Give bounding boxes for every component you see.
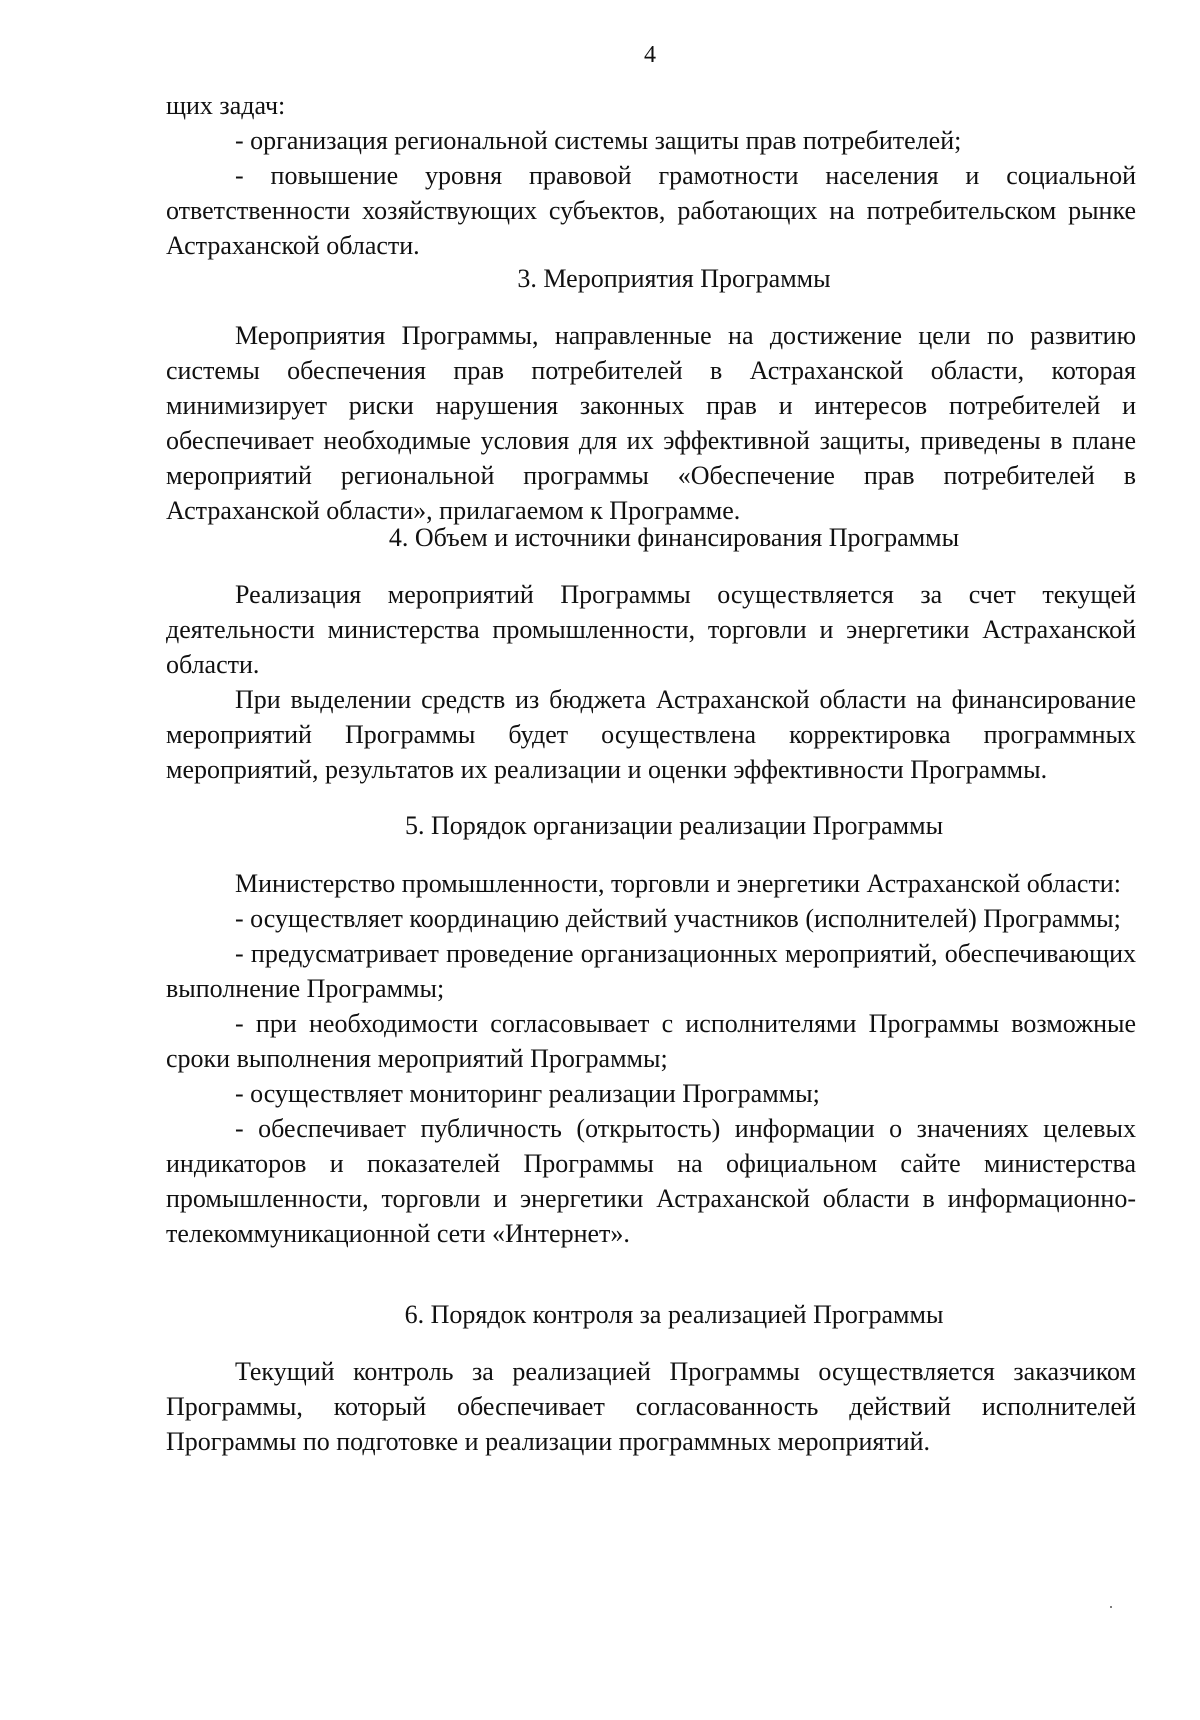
task-list-continuation xyxy=(166,88,1136,263)
section-3-body xyxy=(166,318,1136,528)
section-6-body xyxy=(166,1354,1136,1459)
section-5-list-item: - обеспечивает публичность (открытость) информации о значениях целевых индикаторов и показателей Программы на официальном сайте министерства промышленности, торговли и энергетики Астраханской области в информационно-телекоммуникационной сети «Интернет». xyxy=(166,1114,1136,1248)
task-item: - повышение уровня правовой грамотности населения и социальной ответственности хозяйствующих субъектов, работающих на потребительском рынке Астраханской области. xyxy=(166,161,1136,260)
scan-speck xyxy=(1110,1606,1112,1608)
section-3-heading: 3. Мероприятия Программы xyxy=(517,264,831,293)
section-4-paragraph: При выделении средств из бюджета Астраханской области на финансирование мероприятий Программы будет осуществлена корректировка программных мероприятий, результатов их реализации и оценки эффективности Программы. xyxy=(166,685,1136,784)
section-6-paragraph: Текущий контроль за реализацией Программы осуществляется заказчиком Программы, который обеспечивает согласованность действий исполнителей Программы по подготовке и реализации программных мероприятий. xyxy=(166,1357,1136,1456)
section-5-list-item: - осуществляет мониторинг реализации Программы; xyxy=(235,1079,820,1108)
section-4-paragraph: Реализация мероприятий Программы осуществляется за счет текущей деятельности министерства промышленности, торговли и энергетики Астраханской области. xyxy=(166,580,1136,679)
section-5-body xyxy=(166,866,1136,1251)
page-number: 4 xyxy=(644,42,656,68)
section-5-intro: Министерство промышленности, торговли и энергетики Астраханской области: xyxy=(235,869,1121,898)
section-4-body xyxy=(166,577,1136,787)
section-5-heading: 5. Порядок организации реализации Программы xyxy=(404,811,944,840)
section-3-paragraph: Мероприятия Программы, направленные на достижение цели по развитию системы обеспечения прав потребителей в Астраханской области, которая минимизирует риски нарушения законных прав и интересов потребителей и обеспечивает необходимые условия для их эффективной защиты, приведены в плане мероприятий региональной программы «Обеспечение прав потребителей в Астраханской области», прилагаемом к Программе. xyxy=(166,321,1136,525)
section-5-list-item: - осуществляет координацию действий участников (исполнителей) Программы; xyxy=(235,904,1121,933)
section-5-list-item: - предусматривает проведение организационных мероприятий, обеспечивающих выполнение Программы; xyxy=(166,939,1136,1003)
section-5-list-item: - при необходимости согласовывает с исполнителями Программы возможные сроки выполнения мероприятий Программы; xyxy=(166,1009,1136,1073)
continued-line: щих задач: xyxy=(166,91,286,120)
section-6-heading: 6. Порядок контроля за реализацией Программы xyxy=(404,1300,944,1329)
section-4-heading: 4. Объем и источники финансирования Программы xyxy=(388,523,960,552)
task-item: - организация региональной системы защиты прав потребителей; xyxy=(235,126,962,155)
